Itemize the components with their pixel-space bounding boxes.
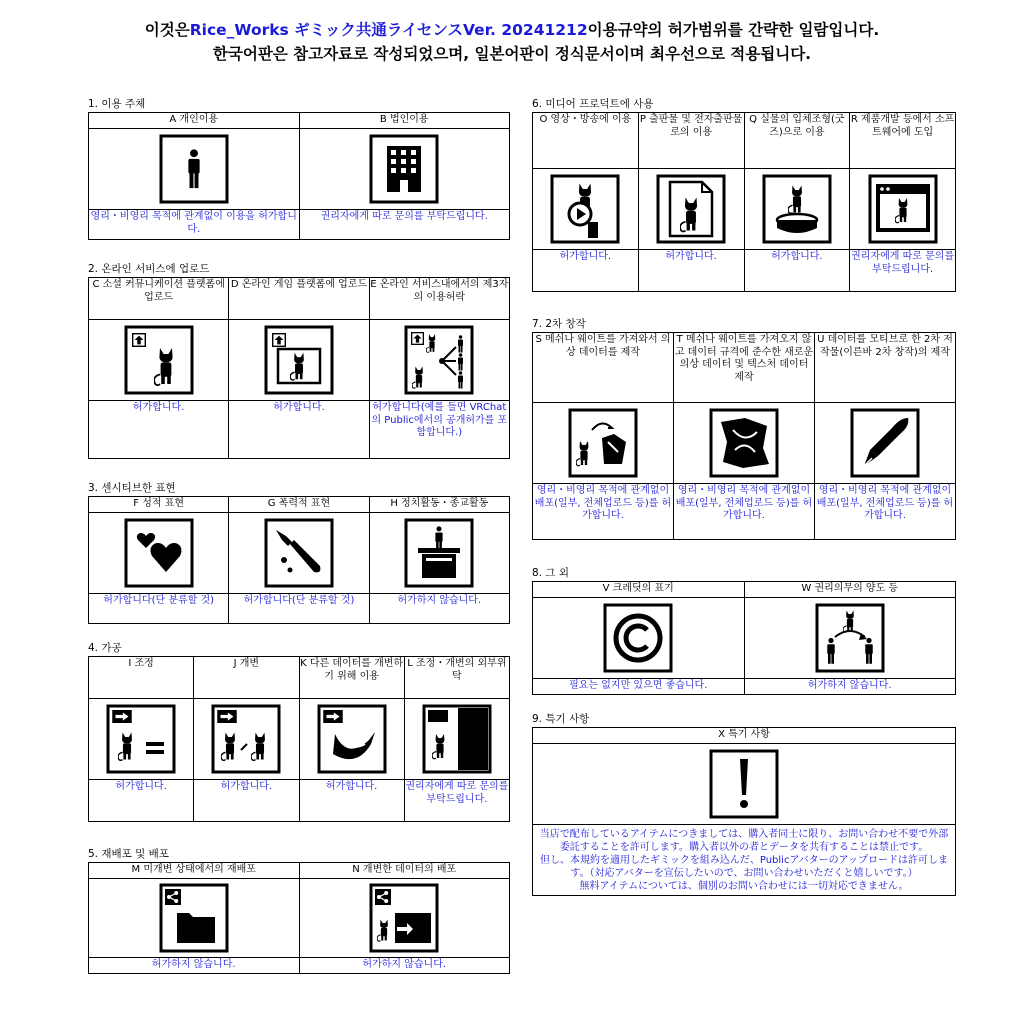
note-3: 無料アイテムについては、個別のお問い合わせには一切対応できません。 [579, 881, 909, 892]
special-notes [533, 825, 956, 896]
permission-f: 허가합니다(단 분류할 것) [89, 594, 229, 624]
header-f: F 성적 표현 [89, 497, 229, 513]
header-b: B 법인이용 [299, 113, 510, 129]
section-label: 8. 그 외 [532, 567, 569, 579]
header-k: K 다른 데이터를 개변하기 위해 이용 [299, 657, 404, 699]
section-label: 6. 미디어 프로덕트에 사용 [532, 98, 654, 110]
section-media-products [532, 97, 956, 292]
permission-i: 허가합니다. [89, 780, 194, 822]
section-special-notes [532, 712, 956, 896]
header-p: P 출판물 및 전자출판물로의 이용 [638, 113, 744, 169]
permission-b: 권리자에게 따로 문의를 부탁드립니다. [299, 210, 510, 240]
permission-t: 영리・비영리 목적에 관계없이 배포(일부, 전체업로드 등)를 허가합니다. [674, 484, 815, 540]
video-icon [550, 174, 620, 244]
title-line1-license: Rice_Works ギミック共通ライセンスVer. 20241212 [189, 21, 588, 39]
permission-h: 허가하지 않습니다. [369, 594, 509, 624]
header-r: R 제품개발 등에서 소프트웨어에 도입 [850, 113, 956, 169]
header-c: C 소셜 커뮤니케이션 플랫폼에 업로드 [89, 278, 229, 320]
header-q: Q 실물의 입체조형(굿즈)으로 이용 [744, 113, 850, 169]
exclamation-icon [709, 749, 779, 819]
knife-icon [264, 518, 334, 588]
permission-c: 허가합니다. [89, 401, 229, 459]
header-a: A 개인이용 [89, 113, 300, 129]
permission-w: 허가하지 않습니다. [744, 679, 956, 695]
permission-a: 영리・비영리 목적에 관계없이 이용을 허가합니다. [89, 210, 300, 240]
publication-icon [656, 174, 726, 244]
note-2: 但し、本規約を適用したギミックを組み込んだ、Publicアバターのアップロードは許可します。（対応アバターを宣伝したいので、お問い合わせいただくと嬉しいです。） [540, 855, 948, 879]
header-e: E 온라인 서비스내에서의 제3자의 이용허락 [369, 278, 509, 320]
upload-game-icon [264, 325, 334, 395]
header-w: W 권리의무의 양도 등 [744, 582, 956, 598]
header-v: V 크레딧의 표기 [533, 582, 745, 598]
permission-g: 허가합니다(단 분류할 것) [229, 594, 369, 624]
section-derivative-works [532, 317, 956, 540]
permission-d: 허가합니다. [229, 401, 369, 459]
header-d: D 온라인 게임 플랫폼에 업로드 [229, 278, 369, 320]
header-i: I 조정 [89, 657, 194, 699]
header-g: G 폭력적 표현 [229, 497, 369, 513]
fabric-icon [709, 408, 779, 478]
header-t: T 메쉬나 웨이트를 가져오지 않고 데이터 규격에 준수한 새로운 의상 데이터 및 텍스처 데이터 제작 [674, 333, 815, 403]
permission-l: 권리자에게 따로 문의를 부탁드립니다. [404, 780, 509, 822]
permission-r: 권리자에게 따로 문의를 부탁드립니다. [850, 250, 956, 292]
permission-m: 허가하지 않습니다. [89, 958, 300, 974]
podium-icon [404, 518, 474, 588]
header-m: M 미개변 상태에서의 재배포 [89, 863, 300, 879]
third-party-share-icon [404, 325, 474, 395]
transfer-icon [815, 603, 885, 673]
hearts-icon [124, 518, 194, 588]
use-for-other-icon [317, 704, 387, 774]
header-l: L 조정・개변의 외부위탁 [404, 657, 509, 699]
header-n: N 개변한 데이터의 배포 [299, 863, 510, 879]
header-s: S 메쉬나 웨이트를 가져와서 의상 데이터를 제작 [533, 333, 674, 403]
page-title [0, 18, 1024, 66]
permission-k: 허가합니다. [299, 780, 404, 822]
permission-o: 허가합니다. [533, 250, 639, 292]
copyright-icon [603, 603, 673, 673]
section-label: 2. 온라인 서비스에 업로드 [88, 263, 210, 275]
distribute-modified-icon [369, 883, 439, 953]
section-usage-subject [88, 97, 510, 240]
section-label: 3. 센시티브한 표현 [88, 482, 176, 494]
software-icon [868, 174, 938, 244]
title-line1-c: 이용규약의 허가범위를 간략한 일람입니다. [587, 21, 880, 39]
note-1: 当店で配布しているアイテムにつきましては、購入者同士に限り、お問い合わせ不要で外部委託することを許可します。購入者以外の者とデータを共有することは禁止です。 [539, 829, 949, 853]
section-processing [88, 641, 510, 822]
header-u: U 데이터를 모티브로 한 2차 저작물(이른바 2차 창작)의 제작 [815, 333, 956, 403]
adjust-icon [106, 704, 176, 774]
section-sensitive [88, 481, 510, 624]
permission-n: 허가하지 않습니다. [299, 958, 510, 974]
section-other [532, 566, 956, 695]
redistribute-icon [159, 883, 229, 953]
person-icon [159, 134, 229, 204]
section-label: 7. 2차 창작 [532, 318, 586, 330]
figure-icon [762, 174, 832, 244]
permission-j: 허가합니다. [194, 780, 299, 822]
permission-e: 허가합니다(예를 들면 VRChat의 Public에서의 공개허가를 포함합니다.) [369, 401, 509, 459]
section-label: 9. 특기 사항 [532, 713, 590, 725]
section-label: 1. 이용 주체 [88, 98, 146, 110]
section-redistribution [88, 847, 510, 974]
header-h: H 정치활동・종교활동 [369, 497, 509, 513]
upload-social-icon [124, 325, 194, 395]
building-icon [369, 134, 439, 204]
costume-icon [568, 408, 638, 478]
permission-v: 필요는 없지만 있으면 좋습니다. [533, 679, 745, 695]
title-line2: 한국어판은 참고자료로 작성되었으며, 일본어판이 정식문서이며 최우선으로 적용됩니다. [212, 45, 812, 63]
header-o: O 영상・방송에 이용 [533, 113, 639, 169]
permission-p: 허가합니다. [638, 250, 744, 292]
modify-icon [211, 704, 281, 774]
pen-icon [850, 408, 920, 478]
section-label: 4. 가공 [88, 642, 122, 654]
title-line1-a: 이것은 [144, 21, 190, 39]
permission-u: 영리・비영리 목적에 관계없이 배포(일부, 전체업로드 등)를 허가합니다. [815, 484, 956, 540]
permission-s: 영리・비영리 목적에 관계없이 배포(일부, 전체업로드 등)를 허가합니다. [533, 484, 674, 540]
permission-q: 허가합니다. [744, 250, 850, 292]
header-x: X 특기 사항 [533, 728, 956, 744]
section-online-upload [88, 262, 510, 459]
outsource-icon [422, 704, 492, 774]
section-label: 5. 재배포 및 배포 [88, 848, 169, 860]
header-j: J 개변 [194, 657, 299, 699]
